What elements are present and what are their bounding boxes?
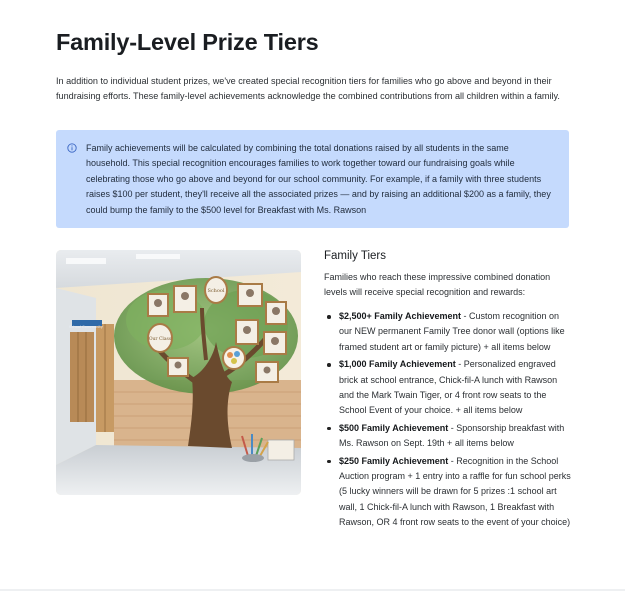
- tier-list: [324, 309, 574, 531]
- family-tiers-heading: Family Tiers: [324, 250, 386, 262]
- tier-name: $500 Family Achievement: [339, 422, 449, 433]
- frame-text-class: Our Class: [148, 337, 172, 342]
- bullet-icon: [327, 460, 331, 464]
- tier-item-250: [324, 454, 574, 531]
- bullet-icon: [327, 427, 331, 431]
- bullet-icon: [327, 315, 331, 319]
- tier-description: - Personalized engraved brick at school entrance, Chick-fil-A lunch with Rawson and the Mark Twain Tiger, or 4 front row seats to the School Event of your choice. + all items below: [339, 359, 558, 416]
- family-tiers-section: [324, 250, 574, 533]
- tier-description: - Custom recognition on our NEW permanent Family Tree donor wall (options like framed student art or family picture) + all items below: [339, 311, 565, 352]
- intro-paragraph: In addition to individual student prizes, we've created special recognition tiers for families who go above and beyond in their fundraising efforts. These family-level achievements acknowledge the combined contributions from all children within a family.: [56, 76, 560, 102]
- frame-text-school: School: [207, 288, 225, 294]
- family-tiers-intro: Families who reach these impressive combined donation levels will receive special recognition and rewards:: [324, 272, 551, 297]
- tier-name: $2,500+ Family Achievement: [339, 311, 461, 321]
- info-callout: [56, 130, 569, 228]
- family-tree-mural-image: [56, 250, 301, 495]
- wall-sign-text: School Community: [69, 325, 103, 329]
- mural-illustration: [56, 250, 301, 495]
- page-title: Family-Level Prize Tiers: [56, 29, 319, 55]
- tier-item-500: [324, 421, 574, 452]
- bullet-icon: [327, 363, 331, 367]
- info-icon: [67, 143, 77, 153]
- tier-description: - Recognition in the School Auction program + 1 entry into a raffle for fun school perks (5 lucky winners will be drawn for 5 prizes :1 school art wall, 1 Chick-fil-A lunch with Rawson, 1 Breakfast with Rawson, OR 4 front row seats to the event of your choice): [339, 455, 571, 528]
- tier-description: - Sponsorship breakfast with Ms. Rawson on Sept. 19th + all items below: [339, 422, 565, 449]
- tier-item-1000: [324, 357, 574, 419]
- callout-text: Family achievements will be calculated by combining the total donations raised by all students in the same household. This special recognition encourages families to work together toward our fundraising goals while celebrating those who go above and beyond for our school community. For example, if a family with three students raises $100 per student, they'll receive all the associated prizes — and by raising an additional $200 as a family, they could bump the family to the $500 level for Breakfast with Ms. Rawson: [86, 143, 551, 215]
- tier-name: $1,000 Family Achievement: [339, 359, 456, 370]
- tier-item-2500: [324, 309, 574, 355]
- tier-name: $250 Family Achievement: [339, 455, 449, 466]
